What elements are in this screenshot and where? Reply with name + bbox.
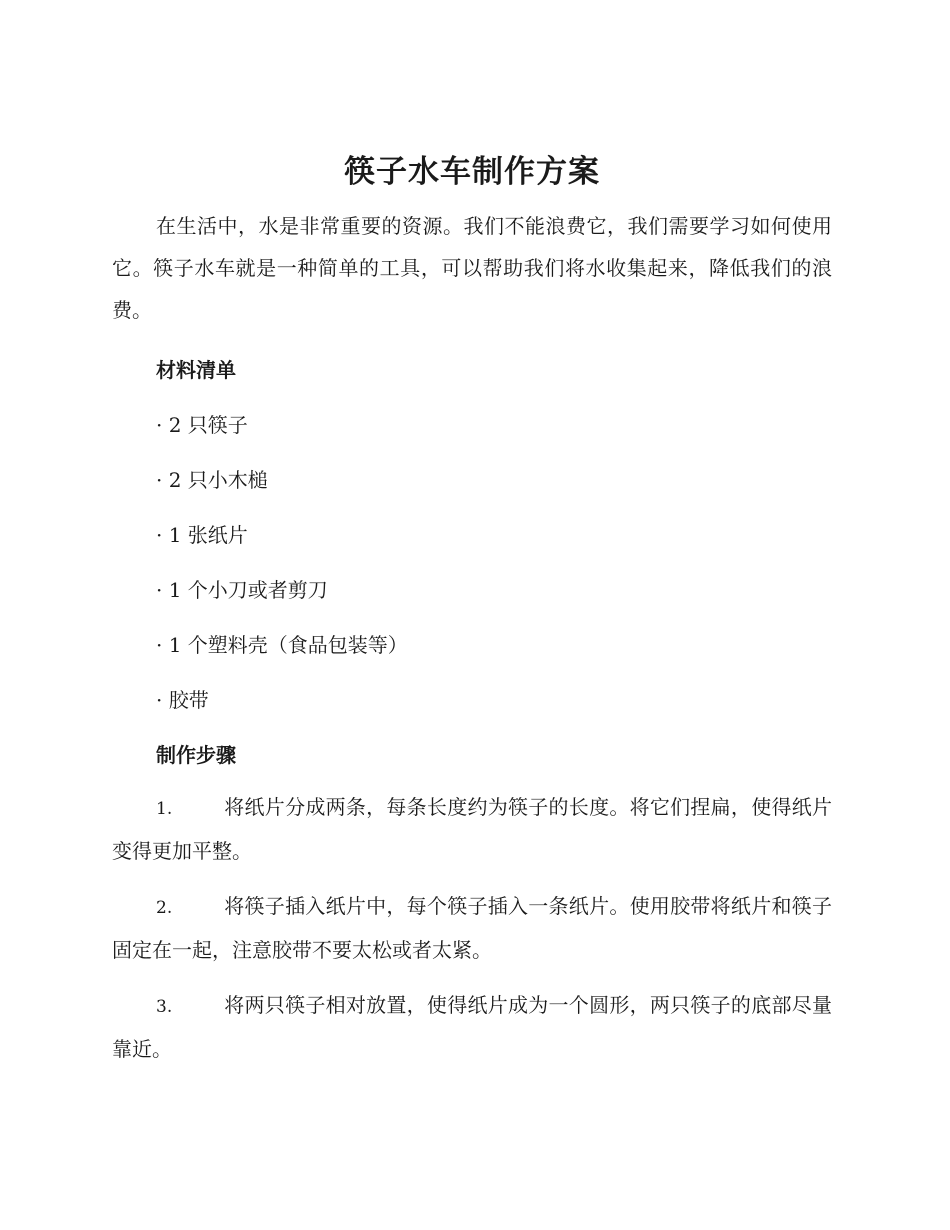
document-title: 筷子水车制作方案 xyxy=(344,154,600,190)
step-text: 将筷子插入纸片中，每个筷子插入一条纸片。使用胶带将纸片和筷子固定在一起，注意胶带不要太松或者太紧。 xyxy=(112,894,832,962)
step-text: 将两只筷子相对放置，使得纸片成为一个圆形，两只筷子的底部尽量靠近。 xyxy=(112,993,832,1061)
step-item xyxy=(112,885,832,971)
material-item-mallets: · 2 只小木槌 xyxy=(156,468,268,492)
material-item-chopsticks: · 2 只筷子 xyxy=(156,413,248,437)
step-item xyxy=(112,786,832,872)
material-item-plastic-shell: · 1 个塑料壳（食品包装等） xyxy=(156,633,408,657)
material-item-tape: · 胶带 xyxy=(156,688,209,712)
step-number: 2. xyxy=(156,898,173,918)
step-number: 3. xyxy=(156,997,173,1017)
step-text: 将纸片分成两条，每条长度约为筷子的长度。将它们捏扁，使得纸片变得更加平整。 xyxy=(112,795,832,863)
steps-list xyxy=(112,786,832,1070)
materials-list xyxy=(112,410,832,715)
materials-heading: 材料清单 xyxy=(156,358,236,382)
intro-paragraph: 在生活中，水是非常重要的资源。我们不能浪费它，我们需要学习如何使用它。筷子水车就是一种简单的工具，可以帮助我们将水收集起来，降低我们的浪费。 xyxy=(112,214,832,322)
steps-heading: 制作步骤 xyxy=(156,743,236,767)
document-page xyxy=(112,148,832,1070)
step-number: 1. xyxy=(156,799,173,819)
step-item xyxy=(112,984,832,1070)
material-item-paper: · 1 张纸片 xyxy=(156,523,248,547)
material-item-knife: · 1 个小刀或者剪刀 xyxy=(156,578,328,602)
